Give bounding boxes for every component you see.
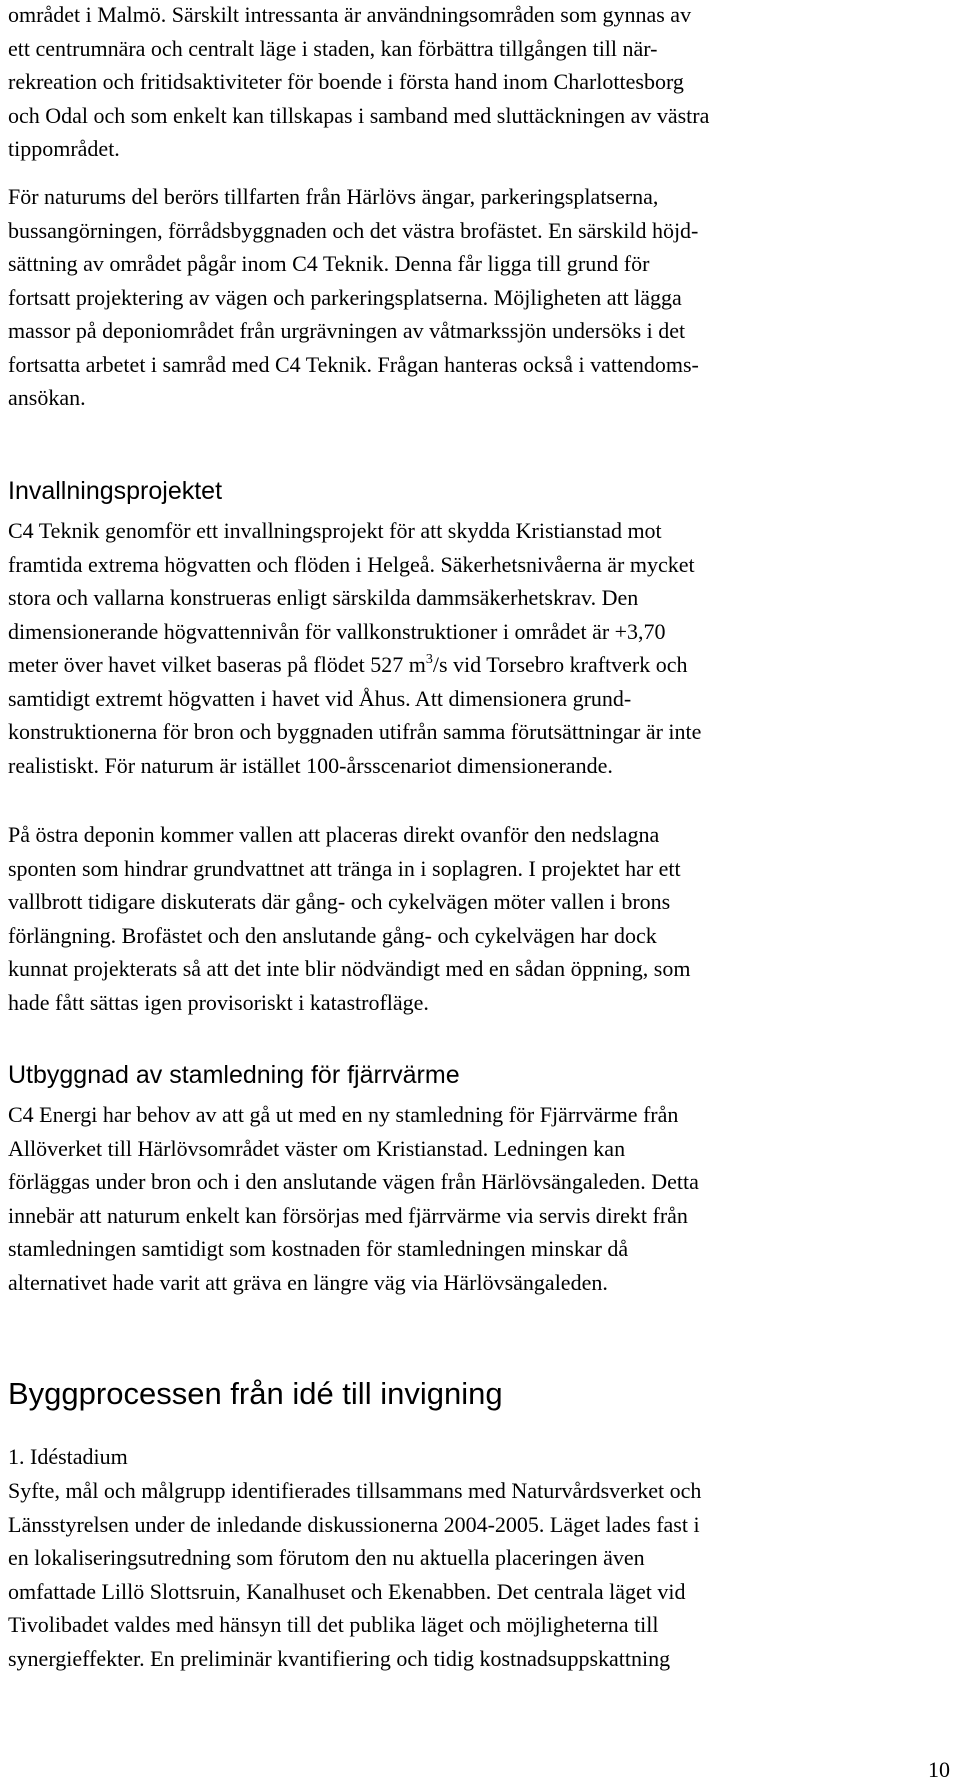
paragraph-naturum-access xyxy=(8,180,954,415)
paragraph-fjarrvarme xyxy=(8,1098,954,1299)
text-line: en lokaliseringsutredning som förutom den nu aktuella placeringen även xyxy=(8,1545,645,1570)
text-line: omfattade Lillö Slottsruin, Kanalhuset och Ekenabben. Det centrala läget vid xyxy=(8,1578,686,1604)
paragraph-malmo-context xyxy=(8,0,954,166)
subheading-idestadium xyxy=(8,1440,954,1474)
text-line: dimensionerande högvattennivån för vallkonstruktioner i området är +3,70 xyxy=(8,618,666,644)
section-heading-invallningsprojektet: Invallningsprojektet xyxy=(8,477,223,505)
text-line: Länsstyrelsen under de inledande diskussionerna 2004-2005. Läget lades fast i xyxy=(8,1511,700,1537)
text-line: På östra deponin kommer vallen att placeras direkt ovanför den nedslagna xyxy=(8,822,660,847)
text-line: alternativet hade varit att gräva en längre väg via Härlövsängaleden. xyxy=(8,1269,608,1295)
superscript-exponent: 3 xyxy=(425,652,433,667)
text-line: rekreation och fritidsaktiviteter för boende i första hand inom Charlottesborg xyxy=(8,69,684,94)
text-line: förläggas under bron och i den anslutande vägen från Härlövsängaleden. Detta xyxy=(8,1169,699,1194)
text-line: stora och vallarna konstrueras enligt särskilda dammsäkerhetskrav. Den xyxy=(8,585,639,610)
text-line: samtidigt extremt högvatten i havet vid Åhus. Att dimensionera grund- xyxy=(8,685,632,711)
text-line: innebär att naturum enkelt kan försörjas med fjärrvärme via servis direkt från xyxy=(8,1202,688,1228)
text-line: Tivolibadet valdes med hänsyn till det publika läget och möjligheterna till xyxy=(8,1612,659,1637)
paragraph-ostra-deponin xyxy=(8,818,954,1019)
text-line: fortsatta arbetet i samråd med C4 Teknik. Frågan hanteras också i vattendoms- xyxy=(8,351,699,377)
text-line: tippområdet. xyxy=(8,136,120,161)
text-line-with-superscript xyxy=(8,648,954,682)
text-line: området i Malmö. Särskilt intressanta är användningsområden som gynnas av xyxy=(8,2,692,27)
text-line: realistiskt. För naturum är istället 100-årsscenariot dimensionerande. xyxy=(8,752,613,778)
text-line: sponten som hindrar grundvattnet att tränga in i soplagren. I projektet har ett xyxy=(8,855,681,881)
text-line: C4 Teknik genomför ett invallningsprojekt för att skydda Kristianstad mot xyxy=(8,518,662,543)
text-line: 1. Idéstadium xyxy=(8,1444,128,1469)
text-line: ansökan. xyxy=(8,385,86,410)
text-line: stamledningen samtidigt som kostnaden för stamledningen minskar då xyxy=(8,1236,629,1261)
text-line: hade fått sättas igen provisoriskt i katastrofläge. xyxy=(8,989,429,1015)
text-line: framtida extrema högvatten och flöden i Helgeå. Säkerhetsnivåerna är mycket xyxy=(8,551,695,577)
page-number: 10 xyxy=(928,1757,950,1782)
text-line: förlängning. Brofästet och den anslutande gång- och cykelvägen har dock xyxy=(8,922,657,948)
text-line: kunnat projekterats så att det inte blir nödvändigt med en sådan öppning, som xyxy=(8,956,691,981)
text-line: Allöverket till Härlövsområdet väster om Kristianstad. Ledningen kan xyxy=(8,1135,626,1161)
text-line: ett centrumnära och centralt läge i staden, kan förbättra tillgången till när- xyxy=(8,35,658,61)
paragraph-idestadium xyxy=(8,1474,954,1675)
text-line: fortsatt projektering av vägen och parkeringsplatserna. Möjligheten att lägga xyxy=(8,284,682,310)
chapter-heading-byggprocessen: Byggprocessen från idé till invigning xyxy=(8,1376,503,1411)
paragraph-invallning xyxy=(8,514,954,782)
text-line: och Odal och som enkelt kan tillskapas i samband med sluttäckningen av västra xyxy=(8,102,710,128)
text-line: konstruktionerna för bron och byggnaden utifrån samma förutsättningar är inte xyxy=(8,719,702,744)
text-fragment: /s vid Torsebro kraftverk och xyxy=(432,652,688,677)
section-heading-stamledning: Utbyggnad av stamledning för fjärrvärme xyxy=(8,1061,460,1089)
text-line: bussangörningen, förrådsbyggnaden och det västra brofästet. En särskild höjd- xyxy=(8,217,699,243)
text-line: vallbrott tidigare diskuterats där gång- och cykelvägen möter vallen i brons xyxy=(8,889,671,914)
text-fragment: meter över havet vilket baseras på flödet 527 m xyxy=(8,652,426,677)
text-line: C4 Energi har behov av att gå ut med en ny stamledning för Fjärrvärme från xyxy=(8,1102,679,1127)
text-line: sättning av området pågår inom C4 Teknik. Denna får ligga till grund för xyxy=(8,251,650,276)
text-line: För naturums del berörs tillfarten från Härlövs ängar, parkeringsplatserna, xyxy=(8,184,659,209)
text-line: massor på deponiområdet från urgrävningen av våtmarkssjön undersöks i det xyxy=(8,318,686,343)
text-line: synergieffekter. En preliminär kvantifiering och tidig kostnadsuppskattning xyxy=(8,1645,671,1671)
text-line: Syfte, mål och målgrupp identifierades tillsammans med Naturvårdsverket och xyxy=(8,1478,702,1503)
